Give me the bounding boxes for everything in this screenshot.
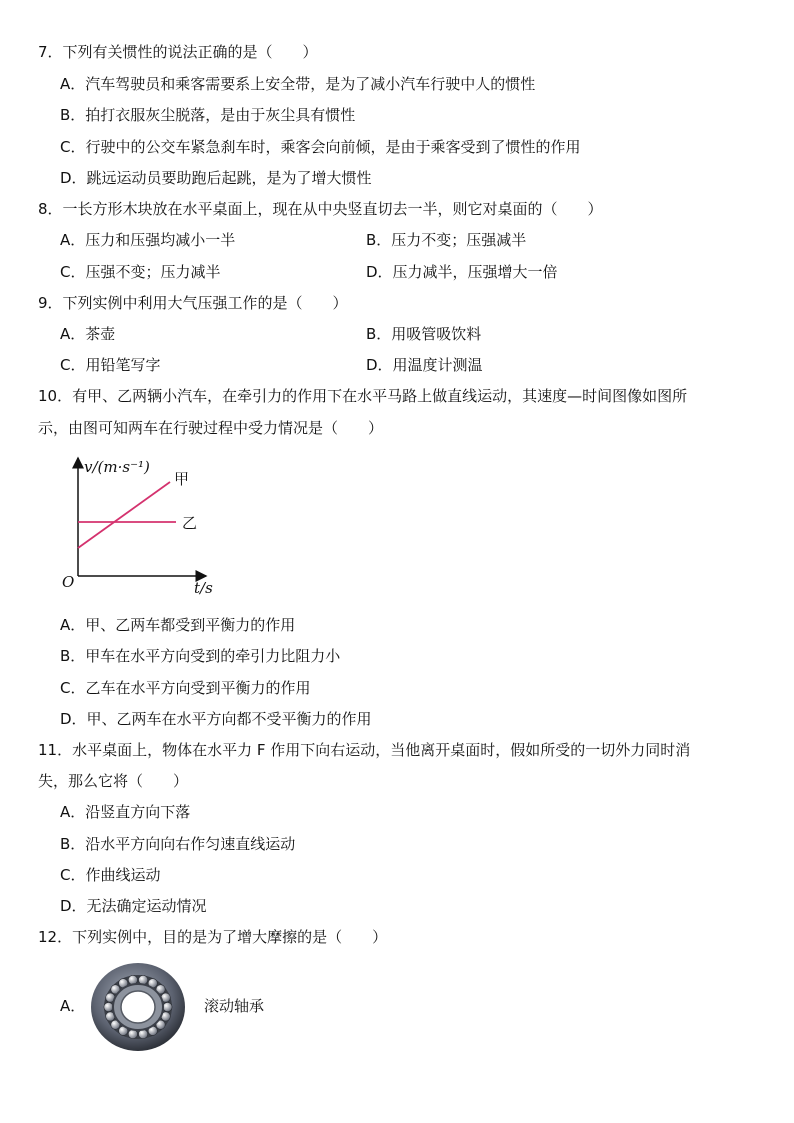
- rolling-bearing-svg: [88, 960, 188, 1054]
- question-8-option-a: A．压力和压强均减小一半: [60, 231, 236, 249]
- rolling-bearing-image: [88, 960, 188, 1054]
- question-10-option-a: A．甲、乙两车都受到平衡力的作用: [60, 616, 296, 634]
- question-9-option-d: D．用温度计测温: [366, 356, 483, 374]
- question-12-option-a-text: 滚动轴承: [204, 997, 265, 1015]
- question-10-stem-line-1: 10．有甲、乙两辆小汽车，在牵引力的作用下在水平马路上做直线运动，其速度—时间图像如图所: [38, 387, 688, 405]
- question-11-stem-line-1: 11．水平桌面上，物体在水平力 F 作用下向右运动，当他离开桌面时，假如所受的一切外力同时消: [38, 741, 691, 759]
- question-7-option-a: A．汽车驾驶员和乘客需要系上安全带，是为了减小汽车行驶中人的惯性: [60, 75, 536, 93]
- question-11-option-d: D．无法确定运动情况: [60, 897, 207, 915]
- question-11-option-a: A．沿竖直方向下落: [60, 803, 191, 821]
- question-10-option-b: B．甲车在水平方向受到的牵引力比阻力小: [60, 647, 341, 665]
- question-9-stem: 9．下列实例中利用大气压强工作的是（ ）: [38, 294, 348, 312]
- question-8-option-d: D．压力减半，压强增大一倍: [366, 263, 558, 281]
- x-axis-label: t/s: [194, 579, 213, 596]
- question-9-option-a: A．茶壶: [60, 325, 116, 343]
- question-9-option-c: C．用铅笔写字: [60, 356, 161, 374]
- origin-label: O: [62, 573, 75, 591]
- line-jia: [78, 482, 170, 548]
- bearing-hole: [121, 991, 155, 1023]
- question-12-stem: 12．下列实例中，目的是为了增大摩擦的是（ ）: [38, 928, 388, 946]
- question-11-option-c: C．作曲线运动: [60, 866, 161, 884]
- question-7-option-c: C．行驶中的公交车紧急刹车时，乘客会向前倾，是由于乘客受到了惯性的作用: [60, 138, 581, 156]
- line-yi-label: 乙: [182, 514, 198, 532]
- question-7-option-b: B．拍打衣服灰尘脱落，是由于灰尘具有惯性: [60, 106, 356, 124]
- bearing-ball: [163, 1002, 172, 1011]
- question-11-stem-line-2: 失，那么它将（ ）: [38, 772, 189, 790]
- y-axis-label: v/(m·s⁻¹): [84, 458, 150, 476]
- question-7-stem: 7．下列有关惯性的说法正确的是（ ）: [38, 43, 318, 61]
- velocity-time-graph-svg: [56, 450, 216, 596]
- question-11-option-b: B．沿水平方向向右作匀速直线运动: [60, 835, 296, 853]
- question-10-option-d: D．甲、乙两车在水平方向都不受平衡力的作用: [60, 710, 372, 728]
- line-jia-label: 甲: [174, 470, 190, 488]
- velocity-time-graph: [56, 450, 216, 596]
- question-10-option-c: C．乙车在水平方向受到平衡力的作用: [60, 679, 311, 697]
- question-9-option-b: B．用吸管吸饮料: [366, 325, 482, 343]
- bearing-ball: [104, 1002, 113, 1011]
- question-8-option-b: B．压力不变；压强减半: [366, 231, 527, 249]
- question-8-stem: 8．一长方形木块放在水平桌面上，现在从中央竖直切去一半，则它对桌面的（ ）: [38, 200, 603, 218]
- question-8-option-c: C．压强不变；压力减半: [60, 263, 221, 281]
- question-10-stem-line-2: 示，由图可知两车在行驶过程中受力情况是（ ）: [38, 419, 384, 437]
- question-12-option-a-label: A．: [60, 997, 86, 1015]
- question-7-option-d: D．跳远运动员要助跑后起跳，是为了增大惯性: [60, 169, 372, 187]
